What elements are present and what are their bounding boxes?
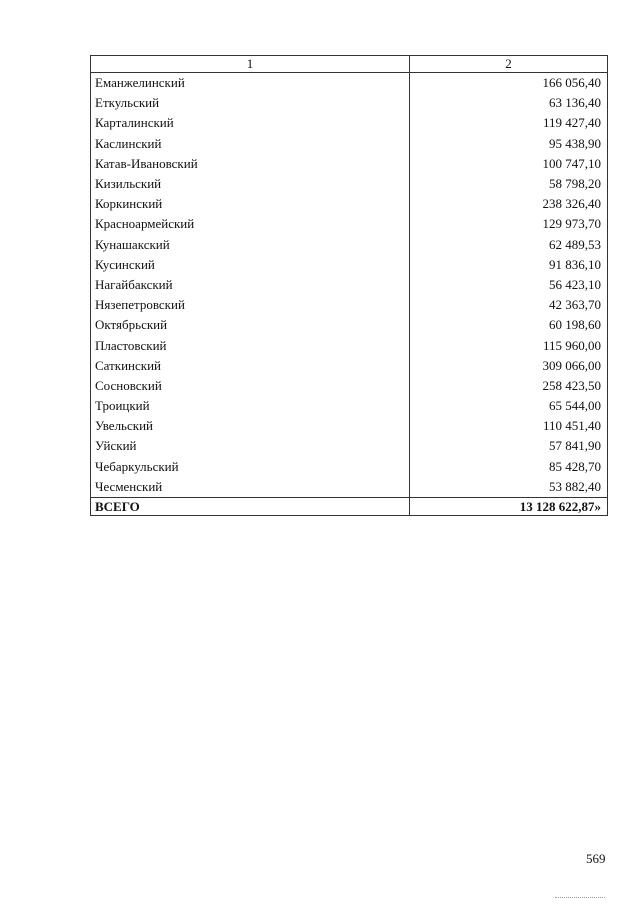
district-name-cell: Еткульский (91, 93, 410, 113)
amount-cell: 56 423,10 (410, 275, 608, 295)
column-header-1: 1 (91, 56, 410, 73)
amount-cell: 57 841,90 (410, 436, 608, 456)
table-row (91, 315, 608, 335)
amount-cell: 65 544,00 (410, 396, 608, 416)
table-row (91, 255, 608, 275)
table-row (91, 154, 608, 174)
table-total-row (91, 497, 608, 515)
table-row (91, 214, 608, 234)
table-row (91, 295, 608, 315)
table-row (91, 436, 608, 456)
table-row (91, 335, 608, 355)
table-row (91, 113, 608, 133)
district-name-cell: Коркинский (91, 194, 410, 214)
table-row (91, 235, 608, 255)
district-name-cell: Кизильский (91, 174, 410, 194)
district-name-cell: Чебаркульский (91, 457, 410, 477)
amount-cell: 42 363,70 (410, 295, 608, 315)
table-row (91, 174, 608, 194)
district-name-cell: Пластовский (91, 335, 410, 355)
scan-artifact-line (555, 897, 605, 899)
district-name-cell: Нязепетровский (91, 295, 410, 315)
amount-cell: 129 973,70 (410, 214, 608, 234)
amount-cell: 115 960,00 (410, 335, 608, 355)
budget-table (90, 55, 608, 516)
district-name-cell: Сосновский (91, 376, 410, 396)
district-name-cell: Нагайбакский (91, 275, 410, 295)
amount-cell: 60 198,60 (410, 315, 608, 335)
table-row (91, 93, 608, 113)
table-body (91, 73, 608, 498)
table-row (91, 194, 608, 214)
amount-cell: 95 438,90 (410, 134, 608, 154)
district-name-cell: Саткинский (91, 356, 410, 376)
district-name-cell: Катав-Ивановский (91, 154, 410, 174)
amount-cell: 91 836,10 (410, 255, 608, 275)
column-header-2: 2 (410, 56, 608, 73)
table-row (91, 275, 608, 295)
table-row (91, 73, 608, 94)
district-name-cell: Увельский (91, 416, 410, 436)
table-row (91, 134, 608, 154)
amount-cell: 58 798,20 (410, 174, 608, 194)
amount-cell: 258 423,50 (410, 376, 608, 396)
amount-cell: 100 747,10 (410, 154, 608, 174)
district-name-cell: Кусинский (91, 255, 410, 275)
district-name-cell: Карталинский (91, 113, 410, 133)
amount-cell: 53 882,40 (410, 477, 608, 498)
district-name-cell: Кунашакский (91, 235, 410, 255)
district-name-cell: Чесменский (91, 477, 410, 498)
amount-cell: 62 489,53 (410, 235, 608, 255)
amount-cell: 238 326,40 (410, 194, 608, 214)
page-number: 569 (586, 851, 606, 866)
total-label: ВСЕГО (91, 497, 410, 515)
table-row (91, 416, 608, 436)
amount-cell: 166 056,40 (410, 73, 608, 94)
table-row (91, 376, 608, 396)
amount-cell: 119 427,40 (410, 113, 608, 133)
district-name-cell: Еманжелинский (91, 73, 410, 94)
amount-cell: 110 451,40 (410, 416, 608, 436)
table-row (91, 396, 608, 416)
table-row (91, 457, 608, 477)
table-header-row (91, 56, 608, 73)
district-name-cell: Троицкий (91, 396, 410, 416)
total-value: 13 128 622,87» (410, 497, 608, 515)
amount-cell: 63 136,40 (410, 93, 608, 113)
amount-cell: 85 428,70 (410, 457, 608, 477)
district-name-cell: Октябрьский (91, 315, 410, 335)
amount-cell: 309 066,00 (410, 356, 608, 376)
table-row (91, 477, 608, 498)
table-row (91, 356, 608, 376)
district-name-cell: Уйский (91, 436, 410, 456)
district-name-cell: Красноармейский (91, 214, 410, 234)
district-name-cell: Каслинский (91, 134, 410, 154)
